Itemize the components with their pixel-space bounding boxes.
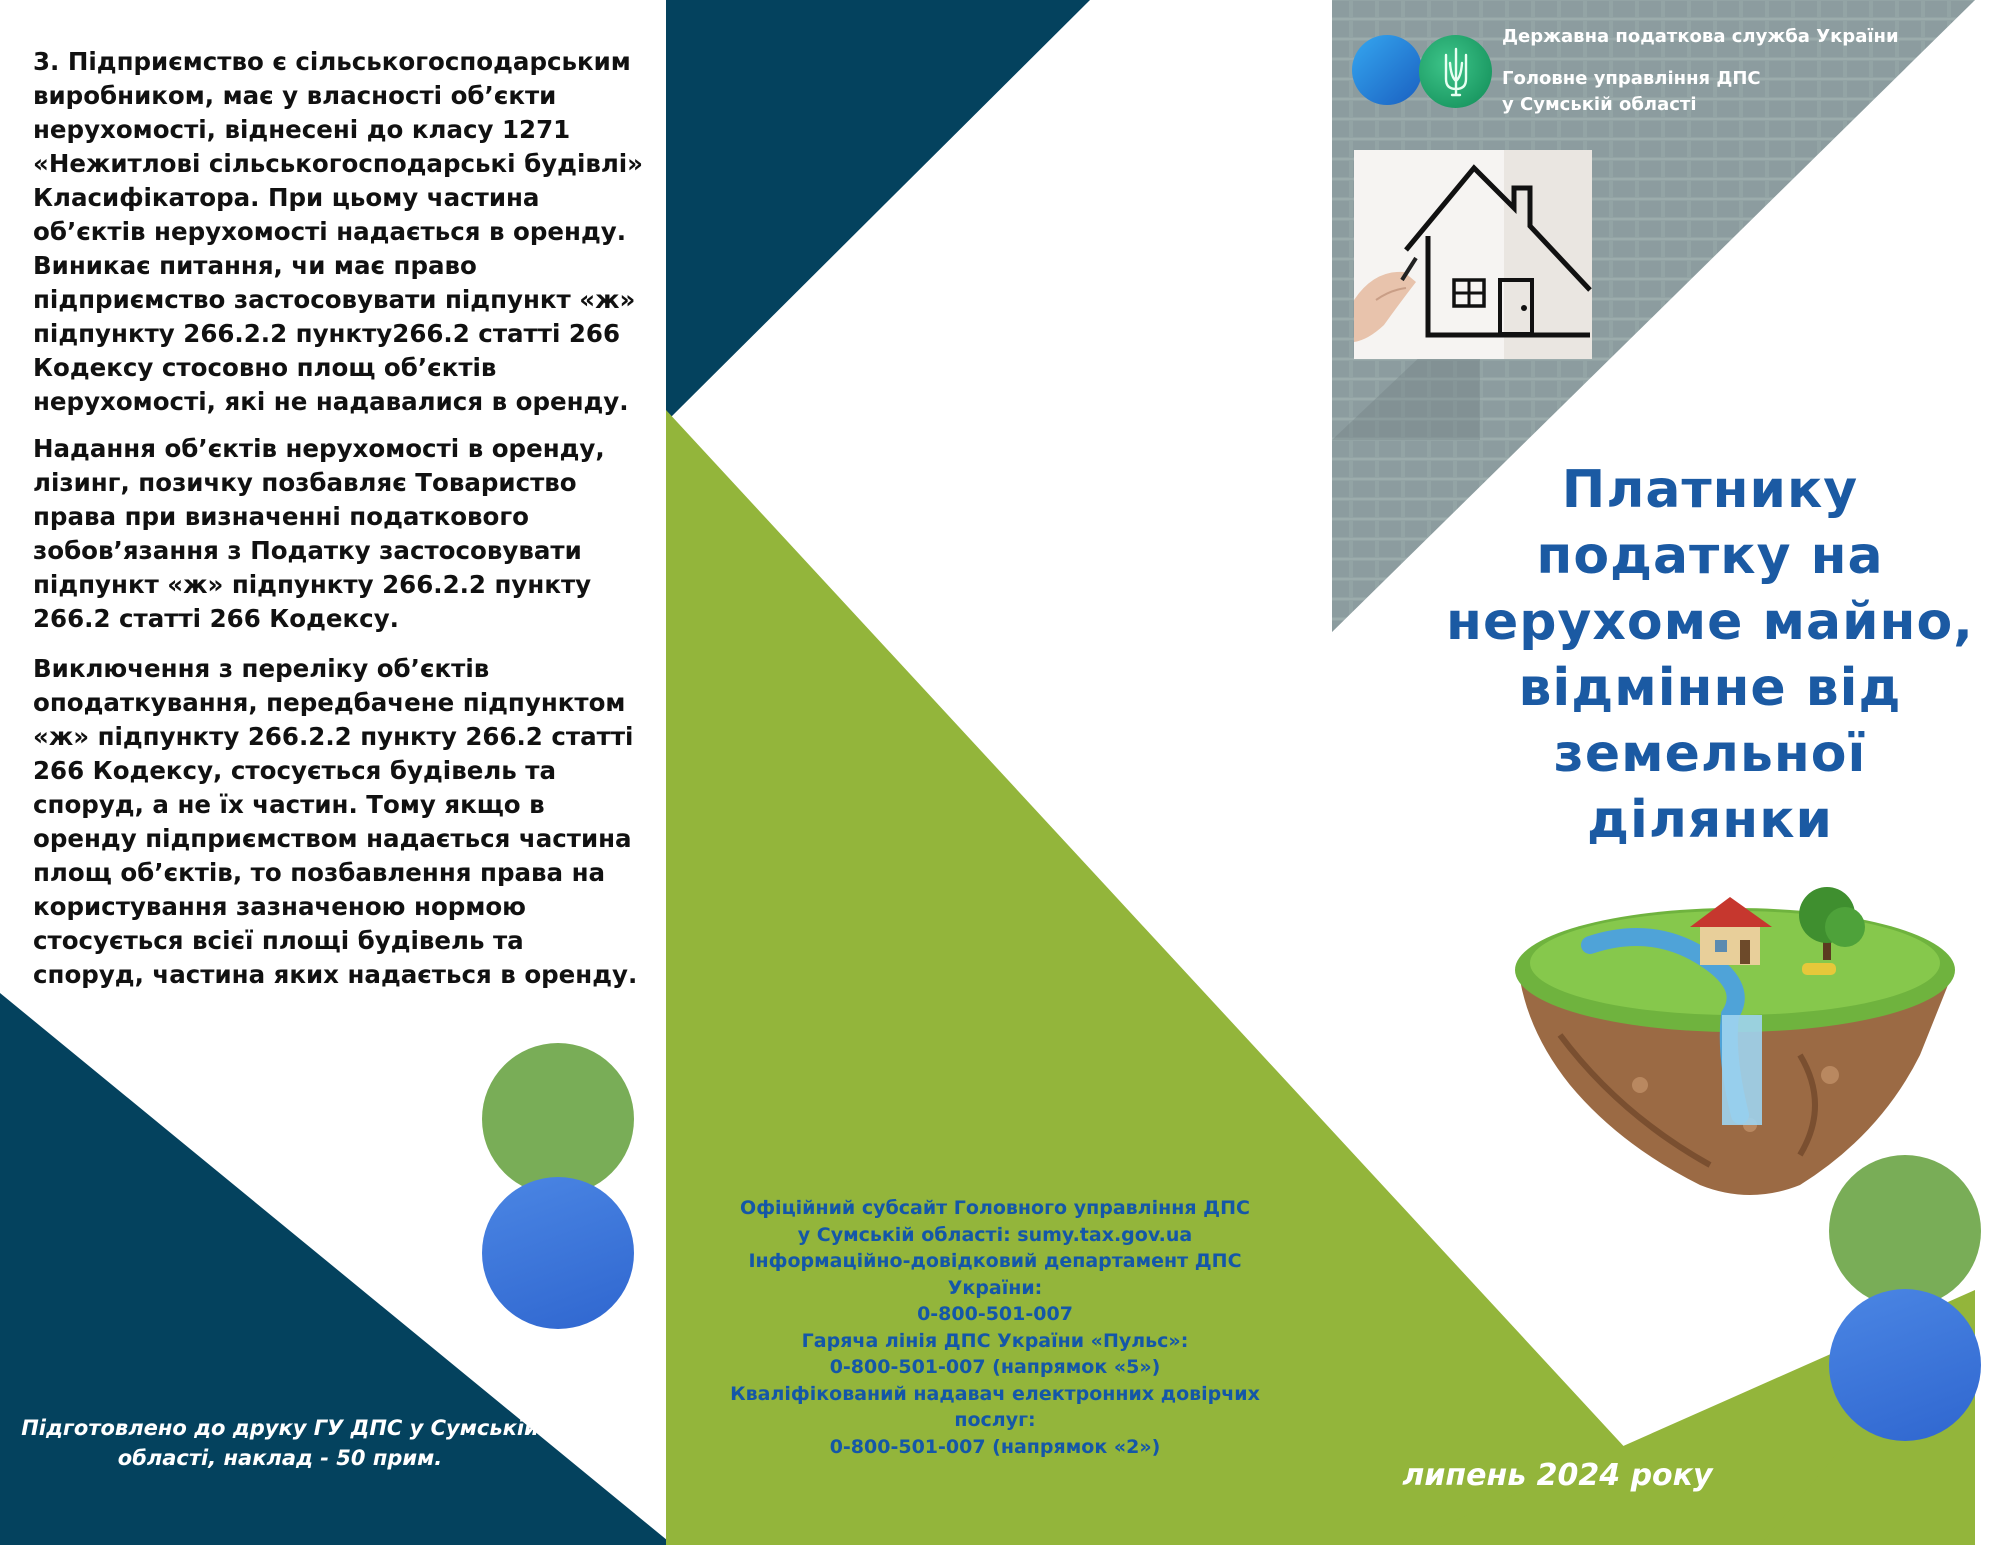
title-line: податку на xyxy=(1536,526,1884,586)
decorative-circle-blue xyxy=(482,1177,634,1329)
paragraph-question: 3. Підприємство є сільськогосподарським виробником, має у власності об’єкти нерухомості, віднесені до класу 1271 «Нежитлові сільськогосподарські будівлі» Класифікатора. При цьому частина об’єктів нерухомості надається в оренду. Виникає питання, чи має право підприємство застосовувати підпункт «ж» підпункту 266.2.2 пункту266.2 статті 266 Кодексу стосовно площ об’єктів нерухомості, які не надавалися в оренду. xyxy=(33,47,644,416)
decorative-circle-blue xyxy=(1829,1289,1981,1441)
title-line: ділянки xyxy=(1587,790,1833,850)
title-line: відмінне від xyxy=(1518,658,1902,718)
print-note: Підготовлено до друку ГУ ДПС у Сумській області, наклад - 50 прим. xyxy=(21,1416,539,1470)
contact-line: 0-800-501-007 (напрямок «5») xyxy=(829,1356,1161,1378)
title-line: нерухоме майно, xyxy=(1446,592,1974,652)
contacts-block xyxy=(715,1195,1275,1460)
contact-line: Кваліфікований надавач електронних довірчих xyxy=(730,1382,1260,1405)
decorative-circle-green xyxy=(1829,1155,1981,1307)
paragraph-answer-2: Виключення з переліку об’єктів оподаткування, передбачене підпунктом «ж» підпункту 266.2.2 пункту 266.2 статті 266 Кодексу, стосується будівель та споруд, а не їх частин. Тому якщо в оренду підприємством надається частина площ об’єктів, то позбавлення права на користування зазначеною нормою стосується всієї площі будівель та споруд, частина яких надається в оренду. xyxy=(33,654,638,989)
trident-icon xyxy=(1437,45,1475,99)
contact-line: Гаряча лінія ДПС України «Пульс»: xyxy=(801,1329,1189,1352)
contact-line: у Сумській області: sumy.tax.gov.ua xyxy=(797,1223,1193,1246)
org-department: Головне управління ДПС xyxy=(1502,68,1761,89)
contact-line: послуг: xyxy=(954,1409,1036,1431)
org-name: Державна податкова служба України xyxy=(1502,26,1899,47)
publication-date: липень 2024 року xyxy=(1402,1458,1713,1493)
paragraph-answer-1: Надання об’єктів нерухомості в оренду, лізинг, позичку позбавляє Товариство права при визначенні податкового зобов’язання з Податку застосовувати підпункт «ж» підпункту 266.2.2 пункту 266.2 статті 266 Кодексу. xyxy=(33,434,605,633)
decorative-circle-green xyxy=(482,1043,634,1195)
contact-line: України: xyxy=(947,1276,1043,1299)
house-sketch-icon xyxy=(1354,150,1592,359)
title-line: Платнику xyxy=(1561,460,1859,520)
contact-line: Офіційний субсайт Головного управління ДПС xyxy=(740,1197,1250,1219)
contact-line: 0-800-501-007 (напрямок «2») xyxy=(829,1435,1161,1458)
title-line: земельної xyxy=(1553,724,1867,784)
org-department-region: у Сумській області xyxy=(1502,94,1697,115)
logo-circle-blue xyxy=(1352,35,1422,105)
contact-line: 0-800-501-007 xyxy=(917,1303,1073,1325)
contact-line: Інформаційно-довідковий департамент ДПС xyxy=(748,1250,1242,1272)
brochure-title xyxy=(1440,457,1980,853)
